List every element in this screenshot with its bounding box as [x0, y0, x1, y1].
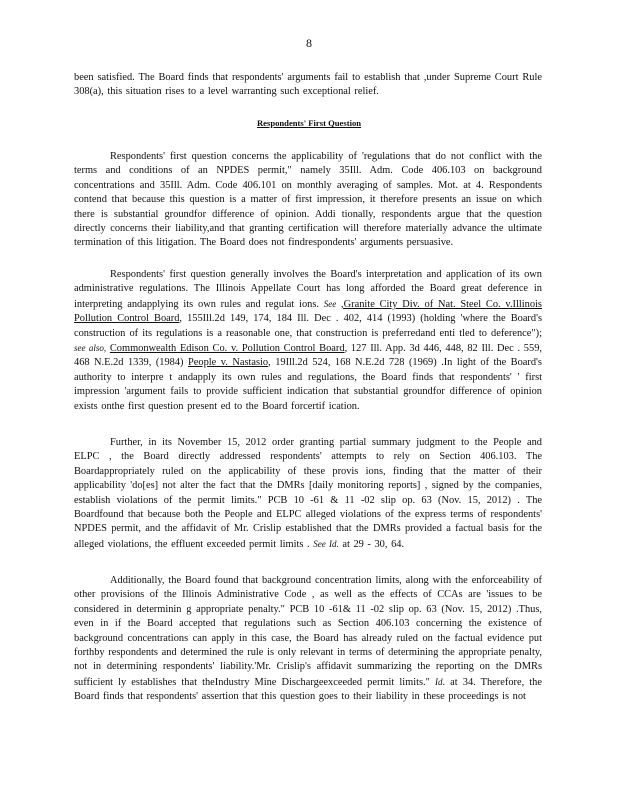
- heading-text: Respondents' First Question: [256, 118, 362, 128]
- case-citation: Commonwealth Edison Co. v. Pollution Control Board: [109, 343, 345, 355]
- text-run: . at 34. Therefore, the Board finds that respondents' assertion that this question goes to their liability in these proceedings is not: [74, 676, 542, 703]
- text-run: Further, in its November 15, 2012 order granting partial summary judgment to the People and ELPC , the Board directly addressed respondents' attempts to rely on Section 406.103. The Boardappropriately ruled on the applicability of these provis ions, finding that the matter of their applicability 'do[es] not alter the fact that the DMRs [daily monitoring reports] , signed by the companies, establish violations of the permit limits." PCB 10 -61 & 11 -02 slip op. 63 (Nov. 15, 2012) . The Boardfound that because both the People and ELPC alleged violations of the express terms of respondents' NPDES permit, and the affidavit of Mr. Crislip established that the DMRs provided a factual basis for the alleged violations, the effluent exceeded permit limits .: [74, 437, 542, 550]
- text-run: Additionally, the Board found that background concentration limits, along with the enforceability of other provisions of the Illinois Administrative Code , as well as the effects of CCAs are 'issues to be considered in determinin g appropriate penalty." PCB 10 -61& 11 -02 slip op. 63 (Nov. 15, 2012) .Thus, even in if the Board accepted that regulations such as Section 406.103 concerning the existence of background concentrations can apply in this case, the Board has already ruled on the factual evidence put forthby respondents and determined the rule is only relevant in terms of determining the appropriate penalty, not in determining respondents' liability.'Mr. Crislip's affidavit summarizing the reporting on the DMRs sufficient ly establishes that theIndustry Mine Dischargeexceeded permit limits.": [74, 575, 542, 688]
- text-run: Respondents' first question generally involves the Board's interpretation and application of its own administrative regulations. The Illinois Appellate Court has long afforded the Board great deference in interpreting andapplying its own rules and regulat ions.: [74, 269, 542, 310]
- section-heading: [0, 118, 618, 128]
- text-run: , 155Ill.2d 149, 174, 184 Ill. Dec . 402, 414 (1993) (holding 'where the Board's construction of its regulations is a reasonable one, that construction is preferredand enti tled to deference");: [74, 313, 542, 339]
- paragraph-additionally: [74, 574, 542, 705]
- paragraph-text: [74, 268, 542, 414]
- case-citation: People v. Nastasio: [188, 357, 269, 369]
- paragraph-first-question: [74, 150, 542, 251]
- paragraph-prior-order: [74, 436, 542, 552]
- paragraph-deference: [74, 268, 542, 414]
- paragraph-text: [74, 436, 542, 552]
- text-run: at 29 - 30, 64.: [342, 538, 405, 550]
- text-run: , 127 Ill. App. 3d 446, 448, 82 Ill. Dec . 559, 468 N.E.2d 1339, (1984): [74, 343, 542, 369]
- signal-see: See: [323, 298, 337, 309]
- signal-see-id: See Id.: [313, 538, 339, 549]
- text-run: , 19Ill.2d 524, 168 N.E.2d 728 (1969) .In light of the Board's authority to interpre t andapply its own rules and regulations, the Board finds that respondents' ' first impression 'argument fails to provide sufficient indication that substantial groundfor difference of opinion exists onthe first question present ed to the Board forcertif ication.: [74, 357, 542, 412]
- paragraph-text: Respondents' first question concerns the applicability of 'regulations that do not conflict with the terms and conditions of an NPDES permit," namely 35Ill. Adm. Code 406.103 on background concentrations and 35Ill. Adm. Code 406.101 on monthly averaging of samples. Mot. at 4. Respondents contend that because this question is a matter of first impression, it therefore presents an issue on which there is substantial groundfor difference of opinion. Addi tionally, respondents argue that the question directly concerns their liability,and that granting certification will therefore materially advance the ultimate termination of this litigation. The Board does not findrespondents' arguments persuasive.: [74, 151, 542, 249]
- paragraph-text: [74, 574, 542, 705]
- signal-see-also: see also,: [74, 343, 107, 354]
- signal-id: Id: [434, 676, 443, 687]
- page-number: 8: [306, 36, 312, 50]
- paragraph-text: been satisfied. The Board finds that respondents' arguments fail to establish that ,under Supreme Court Rule 308(a), this situation rises to a level warranting such exceptional relief.: [74, 72, 542, 98]
- paragraph-intro: [74, 71, 542, 100]
- case-citation: ,Granite City Div. of Nat. Steel Co. v.Illinois Pollution Control Board: [74, 298, 542, 325]
